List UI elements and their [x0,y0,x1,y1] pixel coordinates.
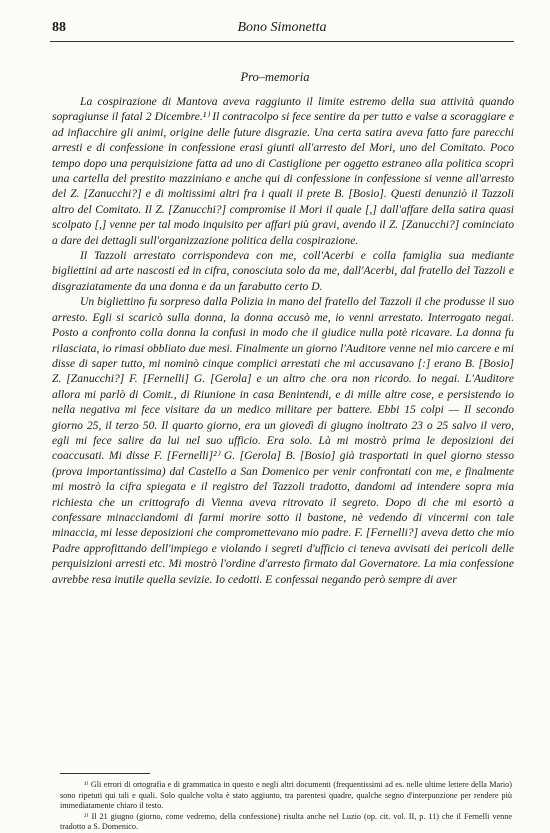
body-text [52,94,514,587]
page-number: 88 [52,20,66,35]
footnote: ¹⁾ Gli errori di ortografia e di grammatica in questo e negli altri documenti (frequentissimi ad es. nelle ultime lettere della Mario) sono ripetuti qui tali e quali. Solo qualche volta è stato aggiunto, tra parentesi quadre, qualche segno d'interpunzione per rendere più immediatamente chiaro il testo. [60,780,512,811]
header-rule [50,41,514,42]
page-header [52,20,512,40]
paragraph: Un bigliettino fu sorpreso dalla Polizia in mano del fratello del Tazzoli il che produsse il suo arresto. Egli si scaricò sulla donna, la donna accusò me, io venni arrestato. Interrogato negai. Posto a confronto colla donna la confusi in modo che il giudice nulla potè ricavare. La donna fu rilasciata, io rimasi obbliato due mesi. Finalmente un giorno l'Auditore venne nel mio carcere e mi disse di saper tutto, mi nominò cinque complici arrestati che mi accusavano [:] erano B. [Bosio] Z. [Zanucchi?] F. [Fernelli] G. [Gerola] e un altro che ora non ricordo. Io negai. L'Auditore allora mi parlò di Comit., di Riunione in casa Benintendi, e di mille altre cose, e persistendo io nella negativa mi fece visitare da un medico militare per battere. Ebbi 15 colpi — Il secondo giorno 25, il terzo 50. Il quarto giorno, era un giovedì di giugno inoltrato 23 o 25 salvo il vero, egli mi fece salire da lui nel suo ufficio. Era solo. Là mi mostrò prima le deposizioni dei coaccusati. Mi disse F. [Fernelli]²⁾ G. [Gerola] B. [Bosio] già trasportati in quel giorno stesso (prova importantissima) dal Castello a San Domenico per venir confrontati con me, e finalmente mi mostrò la cifra spiegata e il registro del Tazzoli tradotto, dandomi ad intendere sopra mia richiesta che un crittografo di Vienna aveva ritrovato il segreto. Dopo di che mi esortò a confessare minacciandomi di farmi morire sotto il bastone, nè vedendo di vincermi con tale minaccia, mi lesse deposizioni che compromettevano mio padre. F. [Fernelli?] aveva detto che mio Padre approfittando dell'impiego e violando i segreti d'ufficio ci teneva avvisati dei pericoli delle perquisizioni arresti etc. Mi mostrò l'ordine d'arresto firmato dal Governatore. La mia confessione avrebbe resa inutile quella sevizie. Io cedotti. E confessai negando però sempre di aver [52,295,514,586]
section-title: Pro–memoria [240,70,310,84]
paragraph: La cospirazione di Mantova aveva raggiunto il limite estremo della sua attività quando sopragiunse il fatal 2 Dicembre.¹⁾ Il contracolpo si fece sentire da per tutto e valse a scoraggiare e ad infiacchire gli animi, origine delle future disgrazie. Una certa satira aveva fatto fare parecchi arresti e di confessione in confessione erasi giunti all'arresto del Mori, uno del Comitato. Poco tempo dopo una perquisizione fatta ad uno di Castiglione per oggetto estraneo alla politica scoprì una cartella del prestito mazziniano e anche qui di confessione in confessione si venne all'arresto del Z. [Zanucchi?] e di moltissimi altri fra i quali il prete B. [Bosio]. Questi denunziò il Tazzoli altro del Comitato. Il Z. [Zanucchi?] compromise il Mori il quale [,] dall'affare della satira quasi scolpato [,] venne per tal modo inquisito per affari più gravi, avendo il Z. [Zanucchi?] cominciato a dare dei dettagli sull'organizzazione politica della cospirazione. [52,95,514,247]
running-title: Bono Simonetta [237,20,327,35]
footnote: ²⁾ Il 21 giugno (giorno, come vedremo, della confessione) risulta anche nel Luzio (op. cit. vol. II, p. 11) che il Fernelli venne tradotto a S. Domenico. [60,811,512,832]
paragraph: Il Tazzoli arrestato corrispondeva con me, coll'Acerbi e colla famiglia sua mediante bigliettini ad arte nascosti ed in cifra, conosciuta solo da me, dall'Acerbi, dal fratello del Tazzoli e disgraziatamente da una donna e da un farabutto certo D. [52,249,514,293]
footnotes [60,780,512,833]
footnote-rule [60,773,150,774]
